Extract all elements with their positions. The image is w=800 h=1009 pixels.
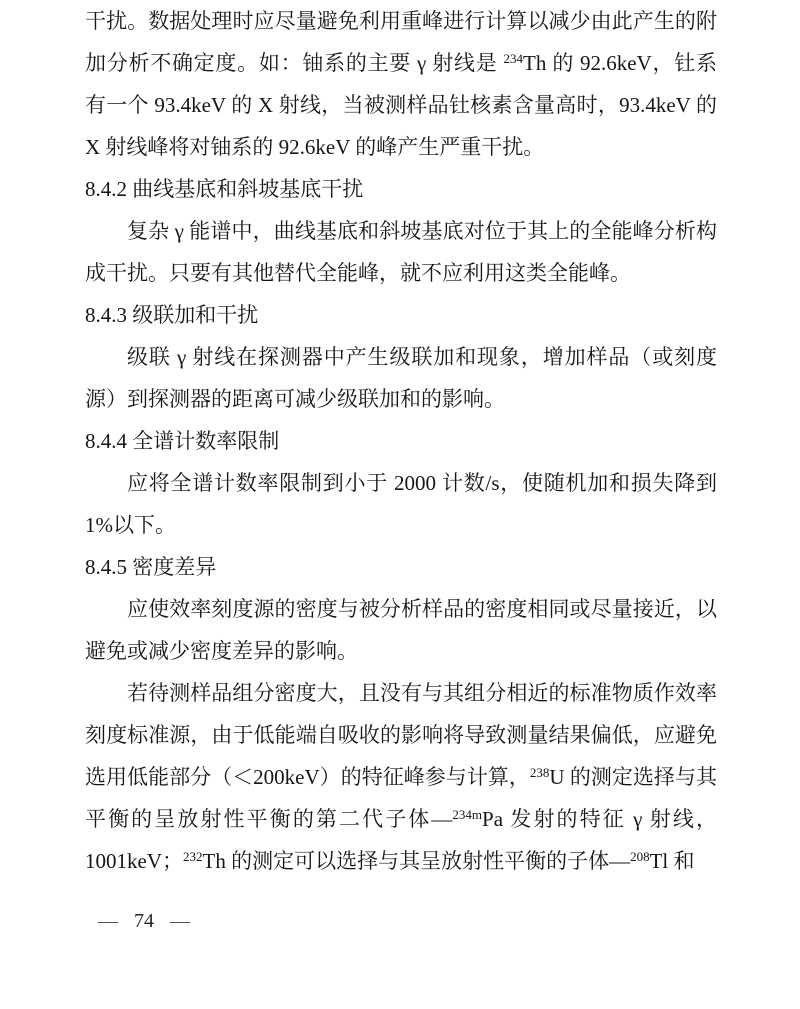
paragraph-8-4-4: 应将全谱计数率限制到小于 2000 计数/s，使随机加和损失降到 1%以下。	[85, 471, 717, 537]
paragraph-text: 干扰。数据处理时应尽量避免利用重峰进行计算以减少由此产生的附加分析不确定度。如：铀系的主要 γ 射线是	[85, 9, 717, 75]
paragraph-8-4-3: 级联 γ 射线在探测器中产生级联加和现象，增加样品（或刻度源）到探测器的距离可减少级联加和的影响。	[85, 345, 717, 411]
heading-8-4-4: 8.4.4 全谱计数率限制	[85, 429, 280, 453]
paragraph-text: 若待测样品组分密度大，且没有与其组分相近的标准物质作效率刻度标准源，由于低能端自吸收的影响将导致测量结果偏低，应避免选用低能部分（＜200keV）的特征峰参与计算，	[85, 681, 717, 789]
superscript-mass-number-238: 238	[529, 765, 550, 780]
paragraph-8-4-2: 复杂 γ 能谱中，曲线基底和斜坡基底对位于其上的全能峰分析构成干扰。只要有其他替代全能峰，就不应利用这类全能峰。	[85, 219, 717, 285]
heading-8-4-2: 8.4.2 曲线基底和斜坡基底干扰	[85, 177, 364, 201]
paragraph-interference-continued	[85, 0, 717, 168]
page-footer	[98, 906, 190, 936]
paragraph-text: Pa 发射的特征 γ 射线，1001keV；	[85, 807, 717, 873]
superscript-mass-number-232: 232	[183, 849, 203, 864]
heading-8-4-5: 8.4.5 密度差异	[85, 555, 217, 579]
heading-8-4-3: 8.4.3 级联加和干扰	[85, 303, 259, 327]
paragraph-8-4-5-low-energy	[85, 672, 717, 882]
document-body	[85, 0, 717, 882]
paragraph-text: U 的测定选择与其平衡的呈放射性平衡的第二代子体—	[85, 765, 717, 831]
page-number: 74	[134, 910, 154, 932]
paragraph-8-4-5-density: 应使效率刻度源的密度与被分析样品的密度相同或尽量接近，以避免或减少密度差异的影响。	[85, 597, 717, 663]
superscript-mass-number-234m: 234m	[452, 807, 483, 822]
footer-right-dash: —	[170, 910, 190, 932]
paragraph-text: Th 的测定可以选择与其呈放射性平衡的子体—	[202, 849, 631, 873]
paragraph-text: Th 的 92.6keV，钍系有一个 93.4keV 的 X 射线，当被测样品钍核素含量高时，93.4keV 的 X 射线峰将对铀系的 92.6keV 的峰产生严重干扰。	[85, 51, 717, 159]
superscript-mass-number-234: 234	[503, 51, 523, 66]
paragraph-text: Tl 和	[649, 849, 695, 873]
superscript-mass-number-208: 208	[630, 849, 650, 864]
footer-left-dash: —	[98, 910, 118, 932]
